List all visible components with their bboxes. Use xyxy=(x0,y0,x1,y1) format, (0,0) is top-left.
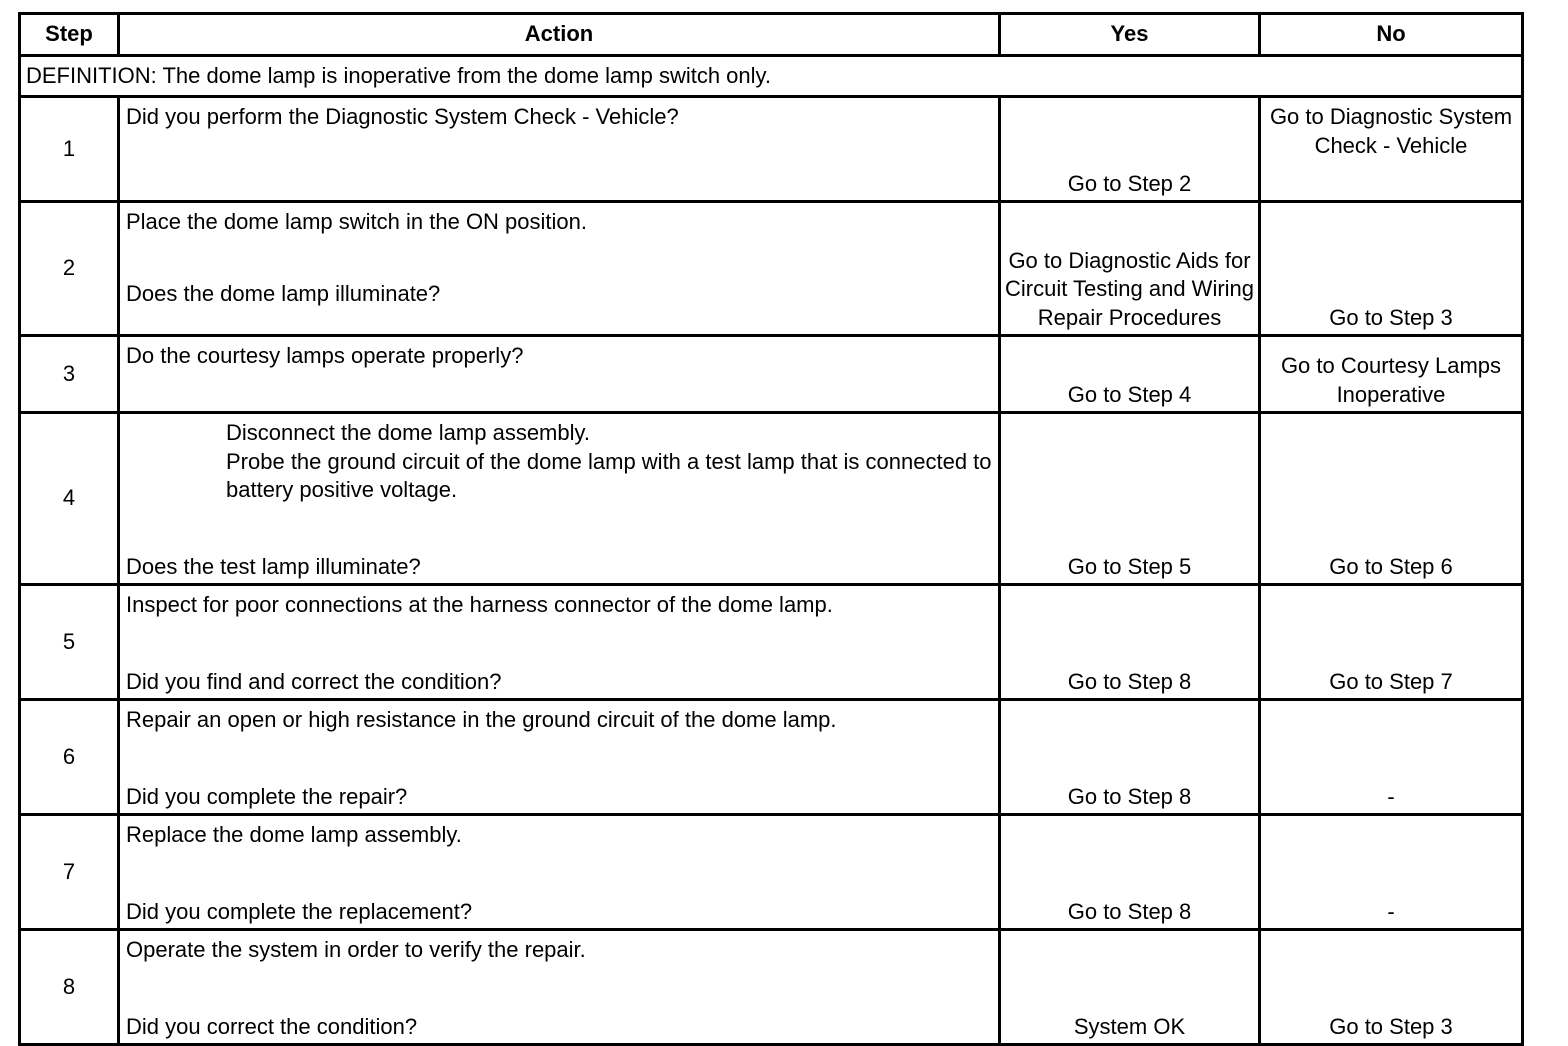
definition-row xyxy=(20,56,1523,97)
step-number: 8 xyxy=(20,930,119,1045)
diagnostic-table xyxy=(18,12,1524,1046)
table-row xyxy=(20,202,1523,336)
step-number: 7 xyxy=(20,815,119,930)
header-row xyxy=(20,14,1523,56)
table-row xyxy=(20,97,1523,202)
action-text: Replace the dome lamp assembly. xyxy=(126,822,462,847)
definition-text: DEFINITION: The dome lamp is inoperative from the dome lamp switch only. xyxy=(20,56,1523,97)
step-number: 1 xyxy=(20,97,119,202)
step-number: 4 xyxy=(20,413,119,585)
yes-result: Go to Step 5 xyxy=(1000,413,1260,585)
action-text: Inspect for poor connections at the harness connector of the dome lamp. xyxy=(126,592,833,617)
table-row xyxy=(20,413,1523,585)
action-text: Did you perform the Diagnostic System Check - Vehicle? xyxy=(126,104,679,129)
action-text: Operate the system in order to verify the repair. xyxy=(126,937,586,962)
table-row xyxy=(20,585,1523,700)
action-question: Does the dome lamp illuminate? xyxy=(126,280,441,306)
table-row xyxy=(20,930,1523,1045)
step-number: 2 xyxy=(20,202,119,336)
no-result: Go to Diagnostic System Check - Vehicle xyxy=(1260,97,1523,202)
no-result: - xyxy=(1260,815,1523,930)
no-result: Go to Courtesy Lamps Inoperative xyxy=(1260,336,1523,413)
action-question: Did you find and correct the condition? xyxy=(126,668,502,694)
yes-result: Go to Step 2 xyxy=(1000,97,1260,202)
action-text: Disconnect the dome lamp assembly. xyxy=(226,420,590,445)
step-number: 6 xyxy=(20,700,119,815)
step-number: 5 xyxy=(20,585,119,700)
yes-result: System OK xyxy=(1000,930,1260,1045)
action-question: Did you complete the repair? xyxy=(126,783,408,809)
header-yes: Yes xyxy=(1000,14,1260,56)
table-row xyxy=(20,336,1523,413)
no-result: Go to Step 7 xyxy=(1260,585,1523,700)
yes-result: Go to Diagnostic Aids for Circuit Testing and Wiring Repair Procedures xyxy=(1000,202,1260,336)
yes-result: Go to Step 8 xyxy=(1000,815,1260,930)
no-result: - xyxy=(1260,700,1523,815)
table-row xyxy=(20,815,1523,930)
no-result: Go to Step 3 xyxy=(1260,930,1523,1045)
yes-result: Go to Step 8 xyxy=(1000,585,1260,700)
action-text: Place the dome lamp switch in the ON position. xyxy=(126,209,588,234)
no-result: Go to Step 6 xyxy=(1260,413,1523,585)
action-question: Did you complete the replacement? xyxy=(126,898,473,924)
action-text: Do the courtesy lamps operate properly? xyxy=(126,343,524,368)
yes-result: Go to Step 8 xyxy=(1000,700,1260,815)
header-no: No xyxy=(1260,14,1523,56)
yes-result: Go to Step 4 xyxy=(1000,336,1260,413)
header-action: Action xyxy=(119,14,1000,56)
action-text: Repair an open or high resistance in the ground circuit of the dome lamp. xyxy=(126,707,837,732)
no-result: Go to Step 3 xyxy=(1260,202,1523,336)
action-question: Does the test lamp illuminate? xyxy=(126,553,421,579)
table-row xyxy=(20,700,1523,815)
header-step: Step xyxy=(20,14,119,56)
action-text-2: Probe the ground circuit of the dome lamp with a test lamp that is connected to battery positive voltage. xyxy=(226,448,992,502)
action-question: Did you correct the condition? xyxy=(126,1013,418,1039)
step-number: 3 xyxy=(20,336,119,413)
